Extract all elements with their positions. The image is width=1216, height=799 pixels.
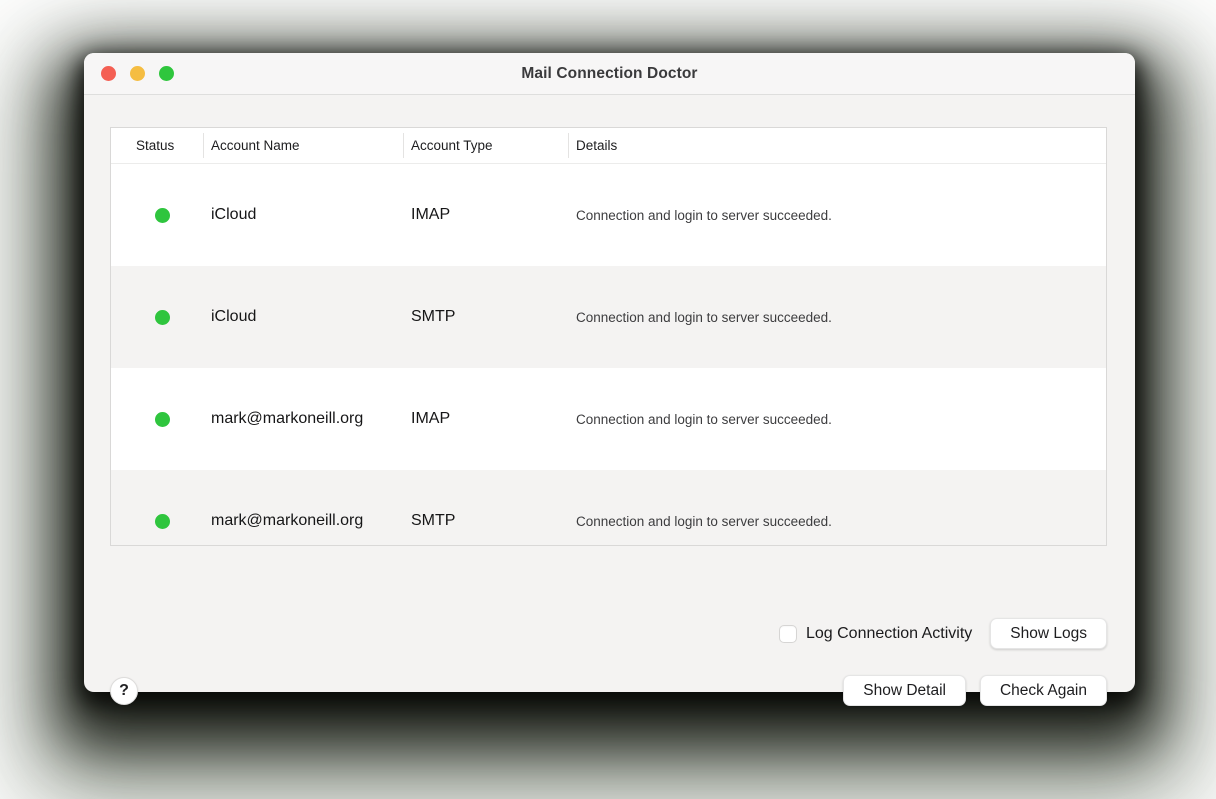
log-connection-activity-label[interactable]: Log Connection Activity	[805, 624, 973, 642]
check-again-button[interactable]: Check Again	[980, 675, 1107, 706]
help-button[interactable]: ?	[110, 677, 138, 705]
status-success-icon	[155, 412, 170, 427]
title-bar	[84, 53, 1135, 95]
show-logs-button[interactable]: Show Logs	[990, 618, 1107, 649]
connection-status-table	[110, 127, 1107, 546]
status-cell	[111, 208, 203, 223]
column-header-status[interactable]: Status	[136, 138, 175, 153]
account-name-cell: mark@markoneill.org	[211, 410, 364, 427]
table-row[interactable]	[111, 470, 1106, 546]
account-name-cell: mark@markoneill.org	[211, 512, 364, 529]
column-header-details[interactable]: Details	[568, 128, 1106, 163]
table-row[interactable]	[111, 266, 1106, 368]
log-activity-row	[779, 618, 1107, 649]
account-name-cell: iCloud	[211, 308, 257, 325]
status-cell	[111, 310, 203, 325]
mail-connection-doctor-window	[84, 53, 1135, 699]
account-type-cell: SMTP	[411, 308, 456, 325]
traffic-lights	[101, 53, 174, 94]
details-cell: Connection and login to server succeeded.	[576, 207, 832, 223]
action-buttons-row	[843, 675, 1107, 706]
table-row[interactable]	[111, 368, 1106, 470]
window-body	[84, 95, 1135, 699]
minimize-window-button[interactable]	[130, 66, 145, 81]
log-connection-activity-checkbox[interactable]	[779, 625, 797, 643]
table-row[interactable]	[111, 164, 1106, 266]
account-type-cell: IMAP	[411, 206, 451, 223]
status-cell	[111, 412, 203, 427]
status-success-icon	[155, 208, 170, 223]
status-cell	[111, 514, 203, 529]
details-cell: Connection and login to server succeeded.	[576, 513, 832, 529]
account-type-cell: IMAP	[411, 410, 451, 427]
status-success-icon	[155, 310, 170, 325]
column-header-account-name[interactable]: Account Name	[203, 128, 403, 163]
account-name-cell: iCloud	[211, 206, 257, 223]
account-type-cell: SMTP	[411, 512, 456, 529]
details-cell: Connection and login to server succeeded.	[576, 411, 832, 427]
status-success-icon	[155, 514, 170, 529]
details-cell: Connection and login to server succeeded.	[576, 309, 832, 325]
column-header-account-type[interactable]: Account Type	[403, 128, 568, 163]
window-title: Mail Connection Doctor	[521, 64, 698, 82]
zoom-window-button[interactable]	[159, 66, 174, 81]
show-detail-button[interactable]: Show Detail	[843, 675, 966, 706]
close-window-button[interactable]	[101, 66, 116, 81]
table-header	[111, 128, 1106, 164]
